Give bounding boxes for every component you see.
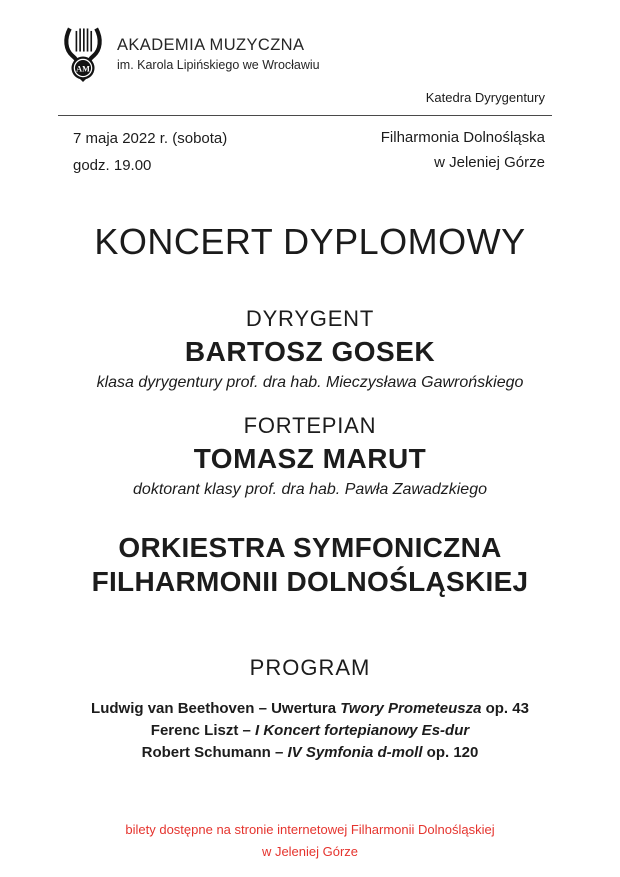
performer-name-pianist: TOMASZ MARUT	[193, 443, 427, 474]
academy-subtitle: im. Karola Lipińskiego we Wrocławiu	[117, 58, 320, 72]
program-item-opus: op. 120	[422, 744, 479, 761]
program-list	[0, 698, 620, 764]
orchestra-line1: ORKIESTRA SYMFONICZNA	[118, 532, 502, 563]
orchestra-line2: FILHARMONII DOLNOŚLĄSKIEJ	[91, 566, 529, 597]
venue-city: w Jeleniej Górze	[434, 154, 545, 171]
program-item-work-title: I Koncert fortepianowy Es-dur	[255, 722, 470, 739]
program-heading: PROGRAM	[249, 655, 371, 680]
performer-desc-conductor: klasa dyrygentury prof. dra hab. Mieczysława Gawrońskiego	[96, 374, 524, 391]
academy-name: AKADEMIA MUZYCZNA	[117, 36, 305, 54]
event-venue-block	[381, 125, 545, 179]
tickets-note-line2: w Jeleniej Górze	[261, 844, 359, 859]
program-item-liszt	[0, 720, 620, 742]
event-meta	[73, 125, 545, 179]
performer-role-pianist: FORTEPIAN	[243, 413, 377, 438]
program-item-work-title: IV Symfonia d-moll	[287, 744, 423, 761]
page-title: KONCERT DYPLOMOWY	[94, 221, 526, 262]
program-item-text: Ludwig van Beethoven – Uwertura	[91, 700, 341, 717]
performer-name-conductor: BARTOSZ GOSEK	[184, 336, 436, 367]
program-item-opus: op. 43	[481, 700, 529, 717]
event-time: godz. 19.00	[73, 157, 152, 174]
academy-brand	[58, 26, 545, 82]
program-item-text: Ferenc Liszt –	[150, 722, 255, 739]
event-date-block	[73, 125, 227, 179]
program-item-text: Robert Schumann –	[141, 744, 288, 761]
academy-text-block	[117, 36, 320, 72]
event-date: 7 maja 2022 r. (sobota)	[73, 130, 228, 147]
lyre-logo-icon	[58, 26, 108, 82]
header-divider	[58, 115, 552, 116]
program-item-schumann	[0, 742, 620, 764]
performer-role-conductor: DYRYGENT	[245, 306, 375, 331]
program-body	[0, 221, 620, 764]
logo-monogram: AM	[76, 64, 90, 74]
department-label: Katedra Dyrygentury	[425, 90, 545, 105]
tickets-note	[0, 819, 620, 863]
program-item-work-title: Twory Prometeusza	[340, 700, 482, 717]
orchestra-title	[0, 531, 620, 599]
performer-desc-pianist: doktorant klasy prof. dra hab. Pawła Zawadzkiego	[133, 481, 487, 498]
venue-name: Filharmonia Dolnośląska	[380, 129, 545, 146]
page-header	[0, 26, 620, 179]
program-item-beethoven	[0, 698, 620, 720]
tickets-note-line1: bilety dostępne na stronie internetowej Filharmonii Dolnośląskiej	[125, 822, 495, 837]
